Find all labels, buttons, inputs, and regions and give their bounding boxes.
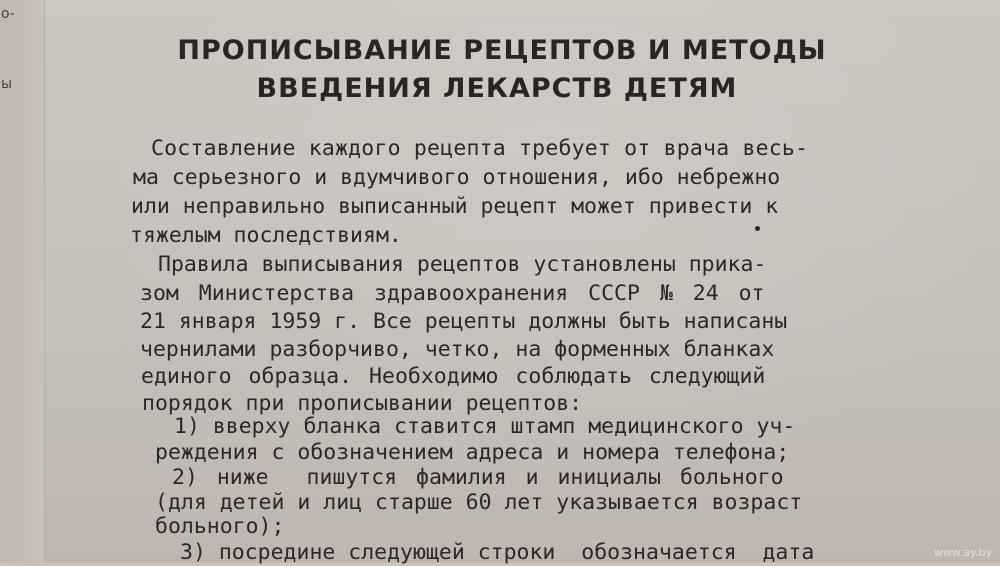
text-line: порядок при прописывании рецептов: <box>142 391 583 416</box>
text-line: чернилами разборчиво, четко, на форменных бланках <box>140 337 775 362</box>
list-item-line: (для детей и лиц старше 60 лет указывается возраст <box>155 490 803 515</box>
list-item-line: реждения с обозначением адреса и номера телефона; <box>155 440 790 465</box>
watermark: www.ay.by <box>933 546 992 559</box>
text-line: или неправильно выписанный рецепт может привести к <box>131 194 779 219</box>
ink-dot <box>755 226 760 231</box>
list-item-line: 1) вверху бланка ставится штамп медицинского уч- <box>174 414 796 439</box>
margin-fragment: о- <box>1 6 15 22</box>
text-line: Составление каждого рецепта требует от врача весь- <box>151 136 809 161</box>
text-line: 21 января 1959 г. Все рецепты должны быть написаны <box>140 309 788 334</box>
text-line: Правила выписывания рецептов установлены прика- <box>158 252 767 277</box>
margin-fragment: ы <box>1 76 13 92</box>
text-line: единого образца. Необходимо соблюдать следующий <box>141 364 766 389</box>
list-item-line: 3) посредине следующей строки обозначается дата <box>180 540 815 565</box>
title-line-1: ПРОПИСЫВАНИЕ РЕЦЕПТОВ И МЕТОДЫ <box>177 35 827 66</box>
text-line: тяжелым последствиям. <box>130 223 402 248</box>
text-line: зом Министерства здравоохранения СССР № 24 от <box>140 281 765 306</box>
text-line: ма серьезного и вдумчивого отношения, ибо небрежно <box>133 165 781 190</box>
title-line-2: ВВЕДЕНИЯ ЛЕКАРСТВ ДЕТЯМ <box>256 73 738 104</box>
list-item-line: больного); <box>155 514 285 539</box>
list-item-line: 2) ниже пишутся фамилия и инициалы больного <box>172 465 784 490</box>
section-title <box>0 32 1000 108</box>
